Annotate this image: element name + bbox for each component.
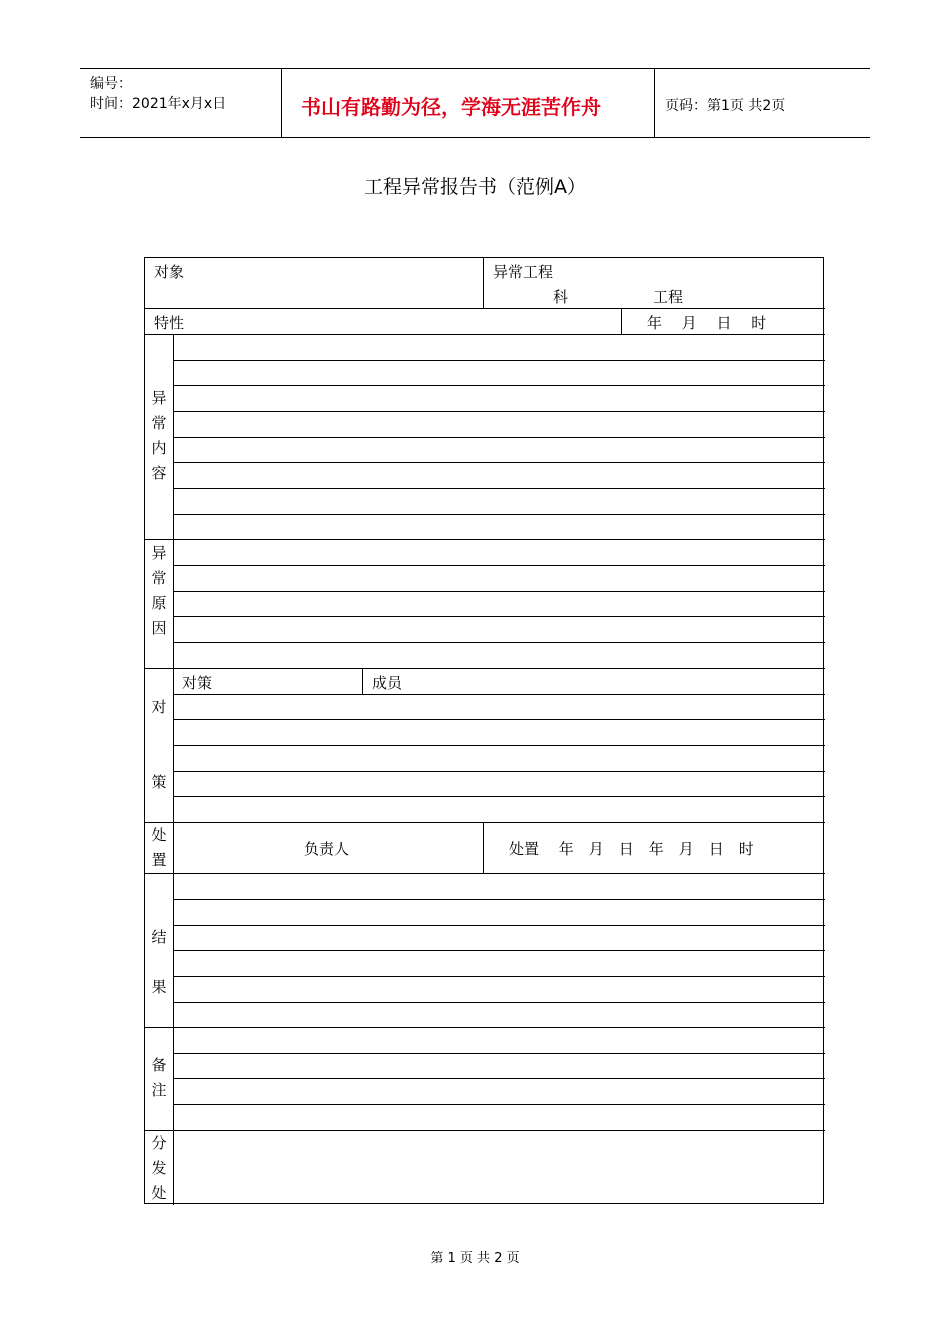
label-char: 异 — [151, 389, 167, 407]
label-char: 置 — [151, 851, 167, 869]
content-line — [173, 1078, 825, 1079]
content-line — [173, 565, 825, 566]
dept-label: 科 — [553, 288, 569, 306]
time-label: 时间：2021年x月x日 — [90, 96, 227, 112]
section-divider — [145, 539, 825, 540]
label-char: 处 — [151, 1184, 167, 1202]
section-label-distribution — [145, 1131, 173, 1206]
row-divider — [145, 308, 825, 309]
label-char: 处 — [151, 826, 167, 844]
measure-label: 对策 — [182, 674, 213, 692]
row-divider — [145, 334, 825, 335]
divider — [362, 668, 363, 694]
page-footer: 第 1 页 共 2 页 — [430, 1251, 520, 1266]
datetime-label: 年 月 日 时 — [647, 314, 767, 332]
section-divider — [145, 822, 825, 823]
content-line — [173, 796, 825, 797]
object-label: 对象 — [154, 263, 185, 281]
content-line — [173, 1104, 825, 1105]
section-label-cause — [145, 541, 173, 641]
content-line — [173, 514, 825, 515]
section-label-handle — [145, 823, 173, 873]
section-label-content — [145, 386, 173, 486]
content-line — [173, 642, 825, 643]
content-line — [173, 437, 825, 438]
motto: 书山有路勤为径，学海无涯苦作舟 — [301, 95, 601, 119]
section-label-measure-top: 对 — [151, 698, 167, 716]
section-divider — [145, 873, 825, 874]
section-label-measure-bottom: 策 — [151, 773, 167, 791]
content-line — [173, 1002, 825, 1003]
member-label: 成员 — [372, 674, 403, 692]
document-header — [80, 68, 870, 138]
content-line — [173, 899, 825, 900]
content-line — [173, 488, 825, 489]
section-divider — [145, 1027, 825, 1028]
content-line — [173, 385, 825, 386]
label-char: 分 — [151, 1134, 167, 1152]
page-title: 工程异常报告书（范例A） — [364, 176, 586, 198]
label-char: 容 — [151, 464, 167, 482]
label-char: 常 — [151, 569, 167, 587]
content-line — [173, 950, 825, 951]
abnormal-process-label: 异常工程 — [493, 263, 554, 281]
section-divider — [145, 1130, 825, 1131]
divider — [483, 258, 484, 308]
content-line — [173, 360, 825, 361]
content-line — [173, 976, 825, 977]
section-label-result-top: 结 — [151, 928, 167, 946]
content-line — [173, 1053, 825, 1054]
doc-number-label: 编号： — [90, 76, 132, 92]
label-char: 注 — [151, 1081, 167, 1099]
label-char: 原 — [151, 594, 167, 612]
responsible-label: 负责人 — [304, 840, 350, 858]
section-divider — [145, 668, 825, 669]
process-label: 工程 — [653, 288, 684, 306]
header-meta-cell — [80, 69, 282, 137]
page-info: 页码：第1页 共2页 — [665, 98, 786, 114]
label-char: 因 — [151, 619, 167, 637]
label-char: 内 — [151, 439, 167, 457]
report-form — [144, 257, 824, 1204]
label-char: 备 — [151, 1056, 167, 1074]
content-line — [173, 411, 825, 412]
content-line — [173, 591, 825, 592]
label-char: 发 — [151, 1159, 167, 1177]
content-line — [173, 719, 825, 720]
content-line — [173, 694, 825, 695]
divider — [621, 308, 622, 334]
content-line — [173, 745, 825, 746]
section-label-remarks — [145, 1053, 173, 1103]
label-char: 常 — [151, 414, 167, 432]
feature-label: 特性 — [154, 314, 185, 332]
content-line — [173, 925, 825, 926]
content-line — [173, 462, 825, 463]
section-label-result-bottom: 果 — [151, 978, 167, 996]
header-motto-cell — [281, 69, 655, 137]
divider — [483, 822, 484, 873]
handle-datetime-label: 处置 年 月 日 年 月 日 时 — [509, 840, 754, 858]
label-column-divider — [173, 334, 174, 1205]
label-char: 异 — [151, 544, 167, 562]
content-line — [173, 616, 825, 617]
content-line — [173, 771, 825, 772]
header-page-cell — [655, 69, 870, 137]
